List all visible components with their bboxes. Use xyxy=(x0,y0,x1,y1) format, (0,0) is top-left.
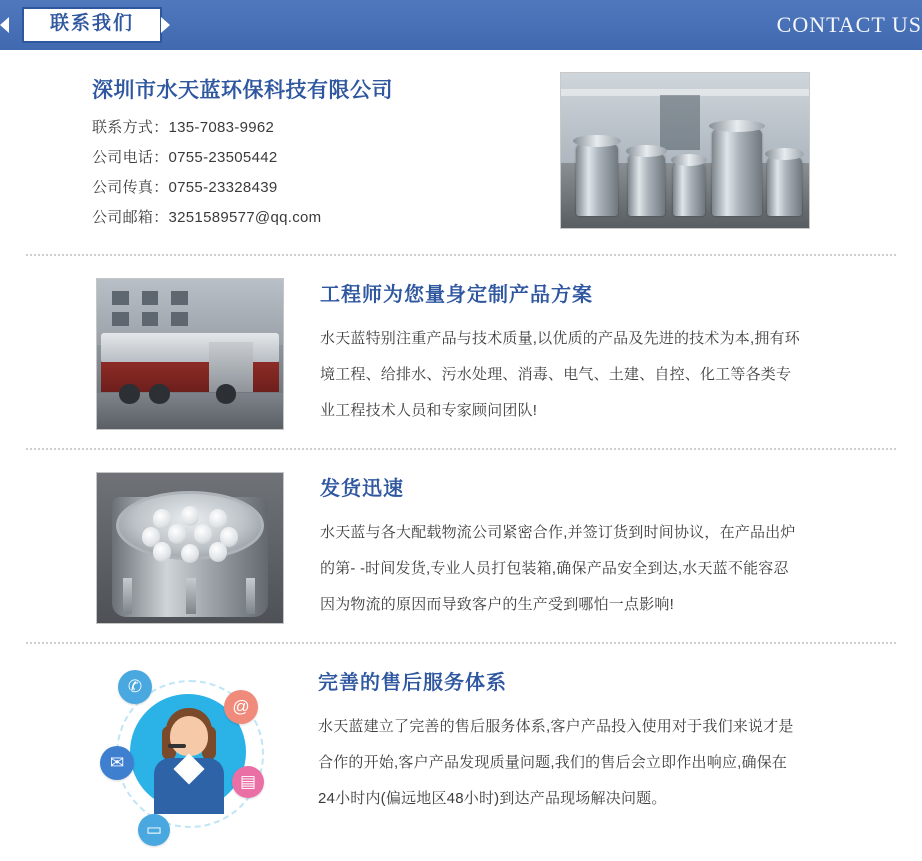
headset-mic-icon xyxy=(168,744,186,748)
photo-filter-cartridge xyxy=(181,544,200,564)
photo-filter-cartridge xyxy=(168,524,187,544)
photo-filter-cartridge xyxy=(181,506,200,526)
feature-image-filter-tank xyxy=(96,472,284,624)
feature-title: 工程师为您量身定制产品方案 xyxy=(320,284,593,306)
document-icon: ▤ xyxy=(232,766,264,798)
contact-line-telephone: 公司电话：0755-23505442 xyxy=(92,149,278,166)
contact-block xyxy=(0,50,922,236)
agent-head xyxy=(170,716,208,756)
section-title-english: CONTACT US xyxy=(776,12,922,37)
feature-title: 完善的售后服务体系 xyxy=(318,672,507,694)
phone-icon: ✆ xyxy=(118,670,152,704)
photo-door xyxy=(660,95,700,151)
photo-filter-cartridge xyxy=(209,542,228,562)
contact-line-email: 公司邮箱：3251589577@qq.com xyxy=(92,209,322,226)
feature-text xyxy=(284,278,892,430)
photo-filter-cartridge xyxy=(194,524,213,544)
feature-title: 发货迅速 xyxy=(320,478,404,500)
photo-clamp xyxy=(246,578,255,614)
contact-line-mobile: 联系方式：135-7083-9962 xyxy=(92,119,275,136)
contact-line-fax: 公司传真：0755-23328439 xyxy=(92,179,278,196)
photo-window xyxy=(142,312,159,326)
photo-vessel xyxy=(576,144,618,215)
photo-vessel xyxy=(767,157,802,216)
photo-vessel xyxy=(673,163,705,216)
feature-text xyxy=(284,472,892,624)
photo-window xyxy=(112,291,129,305)
photo-filter-cartridge xyxy=(153,509,172,529)
feature-text xyxy=(282,666,892,861)
section-tab-contact[interactable]: 联系我们 xyxy=(22,7,162,43)
company-name: 深圳市水天蓝环保科技有限公司 xyxy=(92,79,393,102)
photo-wheel xyxy=(216,384,236,404)
feature-row-fast-shipping xyxy=(0,450,922,624)
photo-window xyxy=(142,291,159,305)
feature-row-after-sales xyxy=(0,644,922,861)
feature-image-truck xyxy=(96,278,284,430)
at-icon: @ xyxy=(224,690,258,724)
photo-wheel xyxy=(149,384,169,404)
contact-info xyxy=(30,72,560,236)
photo-truck-cab xyxy=(209,342,254,392)
feature-row-custom-solution xyxy=(0,256,922,430)
photo-window xyxy=(171,291,188,305)
company-facility-photo xyxy=(560,72,810,229)
photo-vessel xyxy=(712,129,762,216)
feature-illustration-customer-service xyxy=(96,666,282,861)
photo-clamp xyxy=(123,578,132,614)
feature-body: 水天蓝与各大配载物流公司紧密合作,并签订货到时间协议，在产品出炉的第- -时间发货,专业人员打包装箱,确保产品安全到达,水天蓝不能容忍因为物流的原因而导致客户的生产受到哪怕一点影响! xyxy=(320,524,796,613)
photo-window xyxy=(112,312,129,326)
photo-window xyxy=(171,312,188,326)
feature-body: 水天蓝特别注重产品与技术质量,以优质的产品及先进的技术为本,拥有环境工程、给排水、污水处理、消毒、电气、土建、自控、化工等各类专业工程技术人员和专家顾问团队! xyxy=(320,330,800,419)
tab-arrow-right-icon xyxy=(161,17,170,33)
tab-arrow-left-icon xyxy=(0,17,9,33)
photo-filter-cartridge xyxy=(153,542,172,562)
photo-wheel xyxy=(119,384,139,404)
photo-filter-cartridge xyxy=(209,509,228,529)
chat-icon: ▭ xyxy=(138,814,170,846)
page-header xyxy=(0,0,922,50)
photo-vessel xyxy=(628,154,665,216)
mail-icon: ✉ xyxy=(100,746,134,780)
feature-body: 水天蓝建立了完善的售后服务体系,客户产品投入使用对于我们来说才是合作的开始,客户产品发现质量问题,我们的售后会立即作出响应,确保在24小时内(偏远地区48小时)到达产品现场解决问题。 xyxy=(318,718,794,807)
photo-clamp xyxy=(186,578,195,614)
